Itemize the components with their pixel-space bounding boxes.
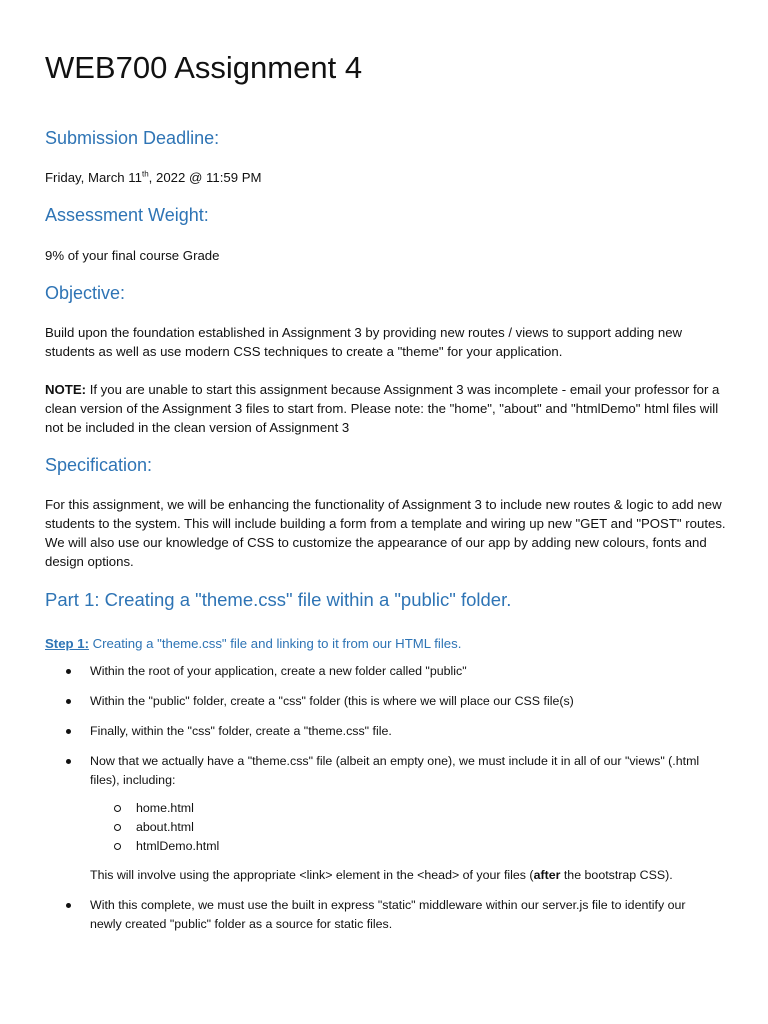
deadline-heading: Submission Deadline: xyxy=(45,128,220,148)
deadline-time: , 2022 @ 11:59 PM xyxy=(148,170,262,185)
bullet-icon xyxy=(66,669,71,674)
deadline-date: Friday, March 11 xyxy=(45,170,142,185)
deadline-text xyxy=(45,168,730,187)
list-item-text: Finally, within the "css" folder, create a "theme.css" file. xyxy=(90,724,392,738)
list-item-text: Now that we actually have a "theme.css" file (albeit an empty one), we must include it in all of our "views" (.html files), including: xyxy=(90,754,700,787)
bullet-icon xyxy=(66,903,71,908)
weight-heading: Assessment Weight: xyxy=(45,205,209,225)
objective-text: Build upon the foundation established in Assignment 3 by providing new routes / views to support adding new students as well as use modern CSS techniques to create a "theme" for your application. xyxy=(45,325,683,359)
note-label: NOTE: xyxy=(45,382,87,397)
sub-list-item-text: about.html xyxy=(136,820,194,834)
link-note-text: This will involve using the appropriate <link> element in the <head> of your files ( xyxy=(90,868,534,882)
note-text: If you are unable to start this assignment because Assignment 3 was incomplete - email your professor for a clean version of the Assignment 3 files to start from. Please note: the "home", "about" and "htmlDemo" html files will not be included in the clean version of Assignment 3 xyxy=(45,382,720,435)
link-note xyxy=(90,866,673,885)
sub-list-item-text: home.html xyxy=(136,801,194,815)
bullet-icon xyxy=(66,759,71,764)
note-paragraph xyxy=(45,380,730,437)
list-item-text: With this complete, we must use the built in express "static" middleware within our server.js file to identify our newly created "public" folder as a source for static files. xyxy=(90,898,686,931)
deadline-sup: th xyxy=(141,169,149,179)
step1-label: Step 1: xyxy=(45,636,89,651)
objective-heading: Objective: xyxy=(45,283,126,303)
circle-bullet-icon xyxy=(114,805,121,812)
list-item-text: Within the "public" folder, create a "css" folder (this is where we will place our CSS file(s) xyxy=(90,694,574,708)
circle-bullet-icon xyxy=(114,824,121,831)
part1-heading: Part 1: Creating a "theme.css" file within a "public" folder. xyxy=(45,589,512,610)
page-title: WEB700 Assignment 4 xyxy=(45,50,363,85)
bullet-icon xyxy=(66,729,71,734)
link-note-bold: after xyxy=(533,868,561,882)
sub-list-item-text: htmlDemo.html xyxy=(136,839,220,853)
step1-line xyxy=(45,636,461,651)
specification-text: For this assignment, we will be enhancing the functionality of Assignment 3 to include new routes & logic to add new students to the system. This will include building a form from a template and wiring up new "GET and "POST" routes. We will also use our knowledge of CSS to customize the appearance of our app by adding new colours, fonts and design options. xyxy=(45,497,726,569)
bullet-icon xyxy=(66,699,71,704)
weight-text: 9% of your final course Grade xyxy=(45,248,220,263)
specification-heading: Specification: xyxy=(45,455,153,475)
list-item-text: Within the root of your application, create a new folder called "public" xyxy=(90,664,467,678)
step1-text: Creating a "theme.css" file and linking to it from our HTML files. xyxy=(88,636,462,651)
circle-bullet-icon xyxy=(114,843,121,850)
link-note-end: the bootstrap CSS). xyxy=(560,868,673,882)
